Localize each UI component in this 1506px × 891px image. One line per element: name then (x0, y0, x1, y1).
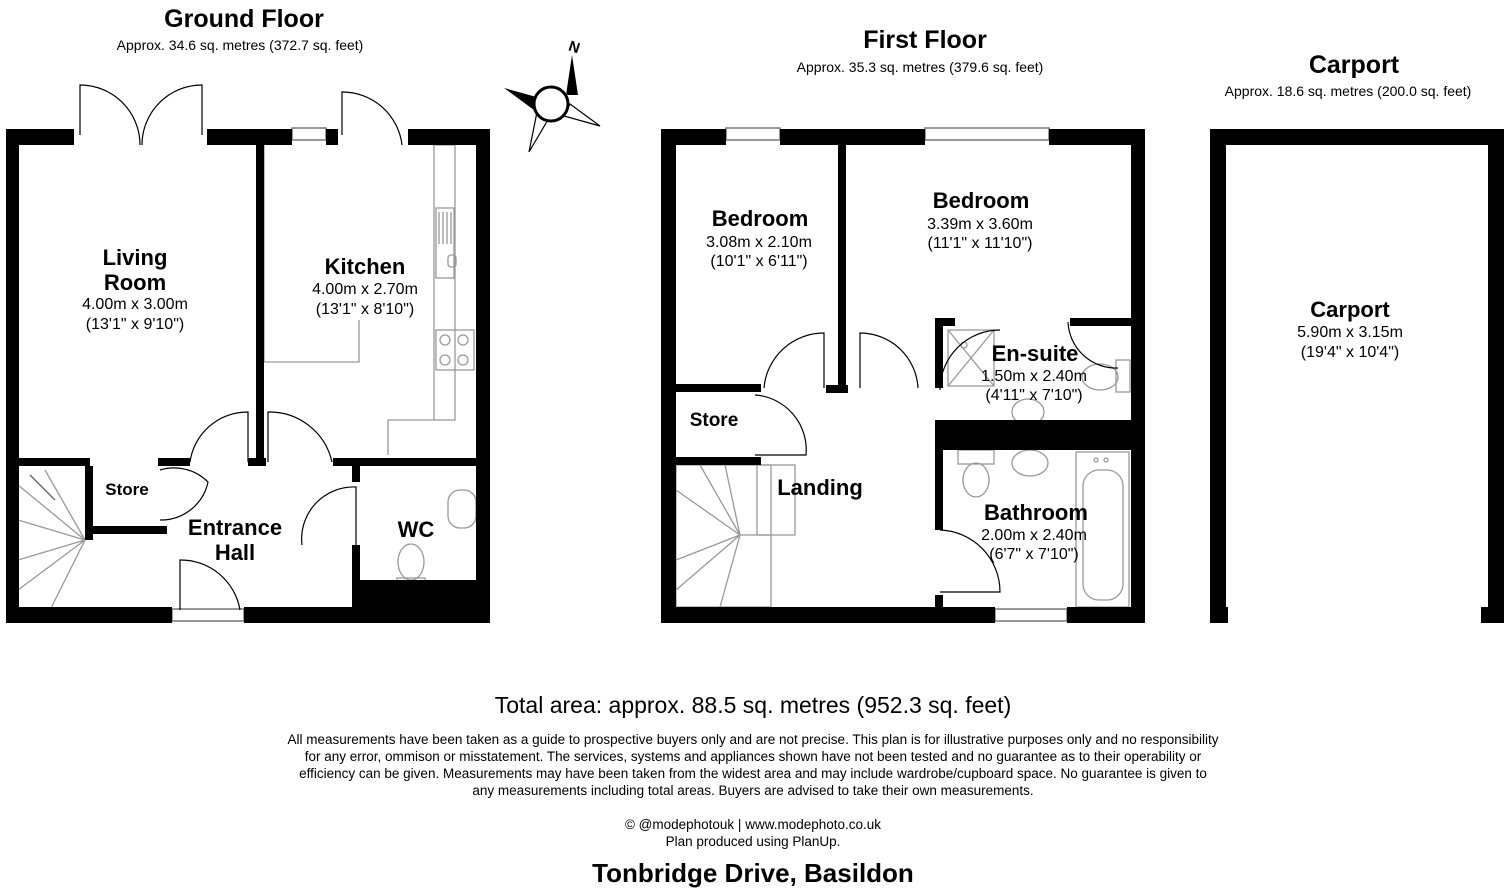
ensuite-label: En-suite (991, 341, 1079, 366)
bedroom-large-imperial: (11'1" x 11'10") (927, 235, 1033, 252)
bathroom-basin-icon (1012, 450, 1048, 476)
north-compass-icon (504, 38, 600, 152)
credit-line-planup: Plan produced using PlanUp. (665, 834, 841, 849)
bathroom-label: Bathroom (984, 500, 1088, 525)
carport-metric: 5.90m x 3.15m (1297, 324, 1403, 341)
bedroom-window-left (726, 128, 780, 140)
ensuite-imperial: (4'11" x 7'10") (985, 387, 1083, 404)
carport-imperial: (19'4" x 10'4") (1300, 344, 1400, 361)
living-room-imperial: (13'1" x 9'10") (85, 316, 185, 333)
property-address: Tonbridge Drive, Basildon (592, 858, 914, 888)
disclaimer-line: any measurements including total areas. Buyers are advised to take their own measurements. (472, 783, 1034, 798)
kitchen-window (292, 128, 326, 140)
bedroom-small-label: Bedroom (711, 206, 809, 231)
bedroom-large-label: Bedroom (932, 188, 1030, 213)
carport-walls (1210, 129, 1504, 623)
front-door-threshold (172, 609, 244, 621)
first-floor-title: First Floor (863, 26, 987, 54)
disclaimer-line: efficiency can be given. Measurements may have been taken from the widest area and may include wardrobe/cupboard space. No guarantee is given to (299, 766, 1207, 781)
bathroom-window (995, 609, 1067, 621)
wc-basin-icon (448, 490, 476, 528)
bedroom-large-metric: 3.39m x 3.60m (927, 216, 1033, 233)
living-room-label-line1: Living (102, 245, 168, 270)
ground-floor-title: Ground Floor (164, 5, 324, 33)
ground-store-label: Store (105, 480, 149, 499)
kitchen-metric: 4.00m x 2.70m (312, 281, 418, 298)
bedroom-small-imperial: (10'1" x 6'11") (710, 253, 808, 270)
carport-room-label: Carport (1310, 297, 1390, 322)
first-store-label: Store (689, 410, 739, 431)
living-room-metric: 4.00m x 3.00m (82, 296, 188, 313)
entrance-hall-label-line1: Entrance (187, 515, 283, 540)
entrance-hall-label-line2: Hall (214, 540, 256, 565)
ground-floor-plan (6, 5, 490, 623)
first-floor-area: Approx. 35.3 sq. metres (379.6 sq. feet) (796, 59, 1044, 75)
ground-floor-area: Approx. 34.6 sq. metres (372.7 sq. feet) (116, 37, 364, 53)
wc-label: WC (397, 517, 435, 542)
credit-line-copyright: © @modephotouk | www.modephoto.co.uk (624, 817, 882, 832)
ensuite-metric: 1.50m x 2.40m (981, 368, 1087, 385)
disclaimer (0, 731, 1506, 799)
living-room-label-line2: Room (103, 270, 167, 295)
kitchen-imperial: (13'1" x 8'10") (315, 301, 415, 318)
carport-area: Approx. 18.6 sq. metres (200.0 sq. feet) (1224, 83, 1472, 99)
bathroom-toilet-icon (963, 463, 989, 497)
credit (0, 816, 1506, 850)
disclaimer-line: for any error, ommison or misstatement. The services, systems and appliances shown have not been tested and no guarantee as to their operability or (304, 749, 1202, 764)
landing-label: Landing (777, 475, 863, 500)
carport-title: Carport (1308, 51, 1400, 79)
kitchen-worktop (434, 145, 455, 420)
disclaimer-line: All measurements have been taken as a guide to prospective buyers only and are not precise. This plan is for illustrative purposes only and no responsibility (287, 732, 1219, 747)
bedroom-small-metric: 3.08m x 2.10m (706, 234, 812, 251)
first-floor-plan (661, 26, 1145, 623)
wc-toilet-icon (398, 544, 424, 580)
ground-stairs (18, 470, 85, 610)
compass-north-label: N (566, 37, 582, 58)
kitchen-label: Kitchen (324, 254, 406, 279)
carport-plan (1210, 51, 1504, 623)
bathroom-metric: 2.00m x 2.40m (981, 527, 1087, 544)
bedroom-window-right (925, 128, 1049, 140)
total-area: Total area: approx. 88.5 sq. metres (952.3 sq. feet) (494, 692, 1012, 718)
bathroom-imperial: (6'7" x 7'10") (989, 546, 1079, 563)
